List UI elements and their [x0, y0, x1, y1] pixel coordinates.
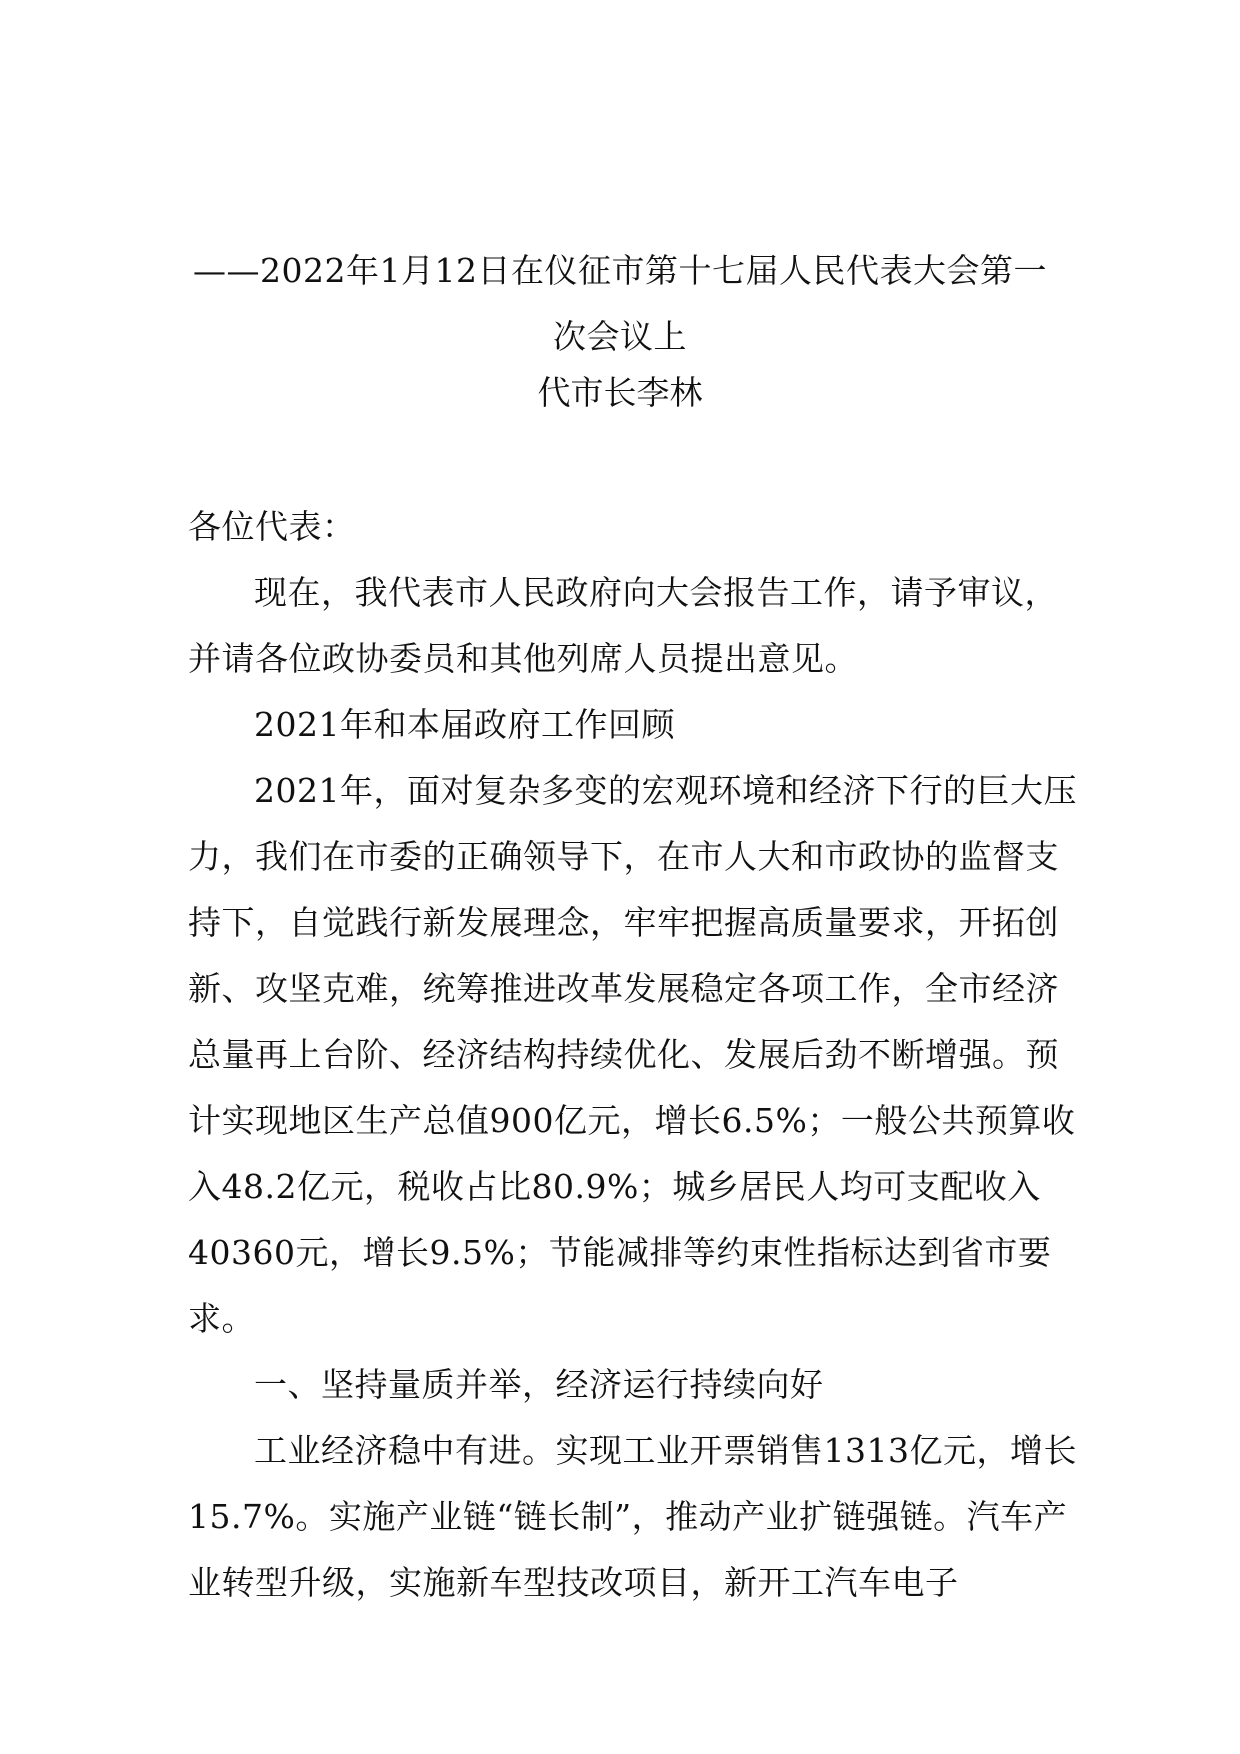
- paragraph-industry: 工业经济稳中有进。实现工业开票销售1313亿元，增长15.7%。实施产业链“链长制”，推动产业扩链强链。汽车产业转型升级，实施新车型技改项目，新开工汽车电子: [188, 1431, 1077, 1602]
- report-body: [188, 494, 1084, 1616]
- report-author: 代市长李林: [537, 373, 703, 412]
- section-heading-economy: 一、坚持量质并举，经济运行持续向好: [254, 1365, 824, 1404]
- paragraph-overview: 2021年，面对复杂多变的宏观环境和经济下行的巨大压力，我们在市委的正确领导下，在市人大和市政协的监督支持下，自觉践行新发展理念，牢牢把握高质量要求，开拓创新、攻坚克难，统筹推进改革发展稳定各项工作，全市经济总量再上台阶、经济结构持续优化、发展后劲不断增强。预计实现地区生产总值900亿元，增长6.5%；一般公共预算收入48.2亿元，税收占比80.9%；城乡居民人均可支配收入40360元，增长9.5%；节能减排等约束性指标达到省市要求。: [188, 771, 1077, 1338]
- salutation: 各位代表：: [188, 507, 356, 546]
- section-heading-review: 2021年和本届政府工作回顾: [254, 705, 675, 744]
- report-subtitle: ——2022年1月12日在仪征市第十七届人民代表大会第一次会议上: [193, 251, 1047, 356]
- paragraph-intro: 现在，我代表市人民政府向大会报告工作，请予审议，并请各位政协委员和其他列席人员提出意见。: [188, 573, 1058, 678]
